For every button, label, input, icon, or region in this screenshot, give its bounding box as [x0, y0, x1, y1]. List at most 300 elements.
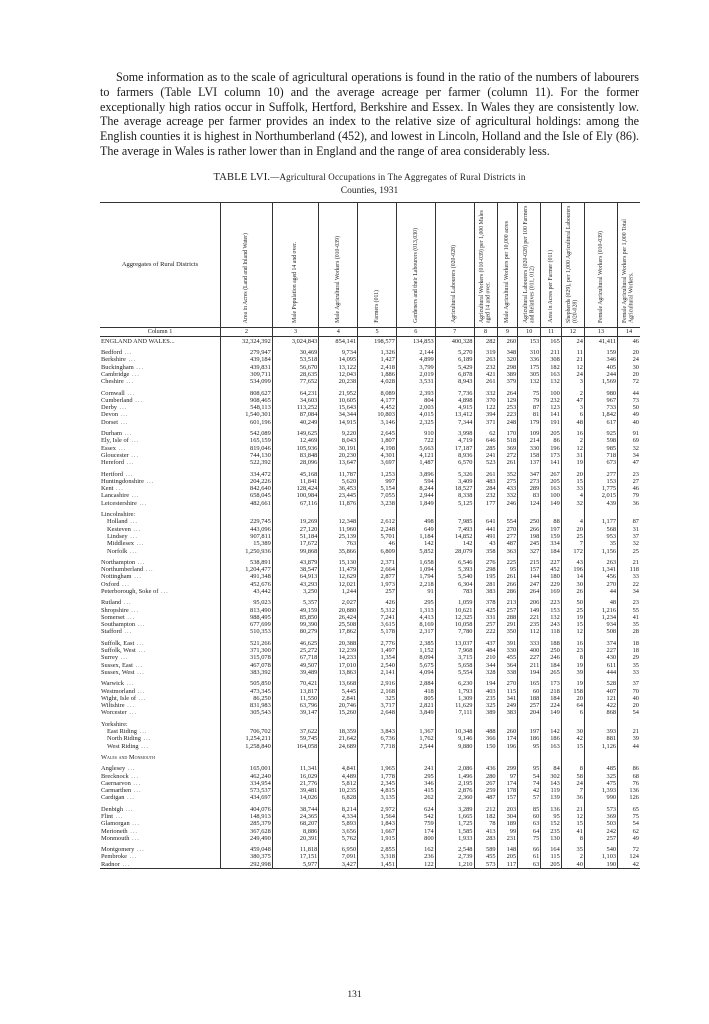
table-cell: 7,718 — [358, 743, 397, 750]
table-cell: 366 — [474, 735, 497, 742]
table-cell: 213 — [497, 595, 518, 606]
table-cell: 5,178 — [358, 628, 397, 635]
table-cell: 170 — [497, 426, 518, 437]
table-cell: 487 — [497, 540, 518, 547]
table-cell: 56,670 — [272, 364, 319, 371]
row-label-text: Northampton — [101, 558, 136, 566]
table-cell: 2,540 — [358, 662, 397, 669]
column-number: 8 — [474, 327, 497, 336]
table-cell: 241 — [396, 761, 435, 772]
table-cell: 1,250,936 — [221, 548, 273, 555]
table-cell: 105,936 — [272, 445, 319, 452]
table-cell: 20 — [561, 467, 584, 478]
column-number: 4 — [319, 327, 358, 336]
empty-cell — [584, 750, 617, 761]
table-cell: 12,021 — [319, 581, 358, 588]
table-cell: 194 — [474, 676, 497, 687]
table-cell: 367,628 — [221, 828, 273, 835]
column-number: 3 — [272, 327, 319, 336]
table-cell: 538,891 — [221, 555, 273, 566]
table-cell: 9,146 — [435, 735, 474, 742]
table-cell: 194 — [518, 669, 541, 676]
table-cell: 9,734 — [319, 345, 358, 356]
table-cell: 10,621 — [435, 607, 474, 614]
table-cell: 139 — [541, 794, 562, 801]
table-cell: 73 — [618, 397, 640, 404]
table-cell: 11,960 — [319, 526, 358, 533]
row-label: Westmorland ... — [101, 687, 146, 695]
column-number: Column 1 — [100, 327, 221, 336]
table-cell: 1,309 — [435, 695, 474, 702]
row-label-text: Anglesey — [101, 765, 126, 773]
table-cell: 405 — [584, 364, 617, 371]
table-cell: 5,812 — [319, 780, 358, 787]
table-cell: 1,778 — [358, 773, 397, 780]
table-cell: 15,130 — [319, 555, 358, 566]
table-cell: 422 — [584, 702, 617, 709]
table-cell: 23 — [618, 467, 640, 478]
table-cell: 338 — [497, 669, 518, 676]
table-cell: 277 — [584, 467, 617, 478]
empty-cell — [358, 507, 397, 518]
table-cell: 144 — [518, 573, 541, 580]
table-cell: 246 — [541, 654, 562, 661]
table-cell: 295 — [396, 773, 435, 780]
table-cell: 15,389 — [221, 540, 273, 547]
table-cell: 149,625 — [272, 426, 319, 437]
table-cell: 1,497 — [358, 647, 397, 654]
table-cell: 123 — [541, 404, 562, 411]
row-label-text: Wiltshire — [101, 702, 125, 710]
row-label-text: Oxford — [101, 580, 120, 588]
table-cell: 61 — [518, 853, 541, 860]
table-cell: 163 — [541, 371, 562, 378]
table-cell: 383 — [497, 709, 518, 716]
table-cell: 281 — [474, 581, 497, 588]
table-cell: 383,392 — [221, 669, 273, 676]
table-cell: 48 — [584, 595, 617, 606]
table-cell: 148 — [497, 842, 518, 853]
table-cell: 273 — [518, 478, 541, 485]
row-label-text: Nottingham — [101, 573, 132, 581]
table-cell: 10,058 — [435, 621, 474, 628]
table-cell: 8,943 — [435, 378, 474, 385]
row-label: Shropshire ... — [101, 606, 140, 614]
table-cell: 43 — [561, 555, 584, 566]
table-cell: 334,954 — [221, 780, 273, 787]
agricultural-occupations-table — [100, 202, 640, 869]
table-row — [100, 595, 640, 606]
table-cell: 211 — [541, 345, 562, 356]
row-label-text: Essex — [101, 444, 116, 452]
table-cell: 3 — [561, 378, 584, 385]
table-cell: 100,984 — [272, 492, 319, 499]
row-label-text: Surrey — [101, 654, 119, 662]
row-label: Rutland ... — [101, 599, 132, 607]
table-cell: 783 — [435, 588, 474, 595]
row-label-text: Caernarvon — [101, 779, 131, 787]
table-cell: 46 — [358, 540, 397, 547]
table-cell: 257 — [518, 702, 541, 709]
table-cell: 214 — [518, 437, 541, 444]
table-cell: 40 — [561, 861, 584, 869]
column-header-label: Agricultural Labourers (020-028) — [451, 244, 458, 323]
table-cell: 288 — [497, 614, 518, 621]
table-cell: 2,385 — [396, 636, 435, 647]
table-cell: 35 — [618, 662, 640, 669]
table-cell: 32 — [561, 500, 584, 507]
table-cell: 150 — [474, 743, 497, 750]
table-cell: 598 — [584, 437, 617, 444]
table-cell: 332 — [474, 386, 497, 397]
table-cell: 8 — [561, 835, 584, 842]
group-heading: Lincolnshire: — [101, 511, 136, 519]
row-label-text: Berkshire — [101, 356, 126, 364]
table-cell: 205 — [541, 478, 562, 485]
table-cell: 15 — [561, 820, 584, 827]
table-cell: 8,094 — [396, 654, 435, 661]
table-cell: 75 — [618, 813, 640, 820]
table-cell: 36,453 — [319, 485, 358, 492]
table-cell: 67,718 — [272, 654, 319, 661]
table-cell: 624 — [396, 802, 435, 813]
table-cell: 19 — [561, 459, 584, 466]
row-label: Northumberland ... — [101, 566, 154, 574]
empty-cell — [319, 750, 358, 761]
table-cell: 54 — [618, 820, 640, 827]
table-cell: 12,043 — [319, 371, 358, 378]
empty-cell — [497, 717, 518, 728]
table-cell: 91 — [618, 426, 640, 437]
row-label: Kesteven ... — [100, 526, 221, 533]
table-cell: 37,622 — [272, 728, 319, 735]
table-cell: 348 — [497, 345, 518, 356]
row-label-text: Durham — [101, 430, 122, 438]
empty-cell — [618, 750, 640, 761]
table-row — [100, 445, 640, 452]
row-label-text: Kesteven — [107, 525, 131, 533]
row-label: Devon ... — [101, 411, 129, 419]
table-cell: 2,218 — [396, 581, 435, 588]
empty-cell — [358, 750, 397, 761]
table-cell: 17,672 — [272, 540, 319, 547]
table-cell: 7 — [561, 787, 584, 794]
table-cell: 59,745 — [272, 735, 319, 742]
table-cell: 70 — [618, 688, 640, 695]
column-header-label: Area in Acres (Land and Inland Water) — [243, 232, 250, 323]
table-cell: 12 — [561, 628, 584, 635]
table-row — [100, 813, 640, 820]
table-cell: 5,270 — [435, 345, 474, 356]
table-cell: 196 — [541, 445, 562, 452]
empty-cell — [584, 717, 617, 728]
table-cell: 250 — [518, 518, 541, 525]
table-cell: 8,043 — [319, 437, 358, 444]
table-cell: 15,643 — [319, 404, 358, 411]
empty-cell — [358, 717, 397, 728]
table-cell: 18 — [618, 647, 640, 654]
table-cell: 27,120 — [272, 526, 319, 533]
table-cell: 21,952 — [319, 386, 358, 397]
table-cell: 425 — [474, 607, 497, 614]
row-label: Stafford ... — [101, 628, 133, 636]
row-label: Somerset ... — [101, 613, 136, 621]
table-cell: 400,328 — [435, 336, 474, 345]
table-cell: 15 — [561, 743, 584, 750]
row-label-text: Pembroke — [101, 853, 127, 861]
table-cell: 285,379 — [221, 820, 273, 827]
column-header — [272, 202, 319, 327]
row-label-text: Bedford — [101, 349, 122, 357]
table-cell: 49 — [618, 835, 640, 842]
empty-cell — [541, 750, 562, 761]
table-cell: 7,968 — [435, 647, 474, 654]
table-cell: 95 — [518, 761, 541, 772]
row-label-text: Suffolk, East — [101, 639, 135, 647]
table-cell: 1,103 — [584, 853, 617, 860]
table-cell: 2,548 — [435, 842, 474, 853]
table-cell: 3,289 — [435, 802, 474, 813]
table-cell: 132 — [541, 614, 562, 621]
table-cell: 39 — [561, 669, 584, 676]
table-cell: 3,427 — [319, 861, 358, 869]
table-cell: 444 — [584, 669, 617, 676]
table-header-row — [100, 202, 640, 327]
row-label: Nottingham ... — [101, 573, 142, 581]
table-cell: 2,027 — [319, 595, 358, 606]
table-cell: 5,554 — [435, 669, 474, 676]
table-cell: 542 — [396, 813, 435, 820]
table-cell: 12 — [561, 364, 584, 371]
table-cell: 7,091 — [319, 853, 358, 860]
table-cell: 33 — [618, 669, 640, 676]
table-title-rest: —Agricultural Occupations in The Aggregates of Rural Districts in — [270, 171, 526, 182]
table-cell: 2,821 — [396, 702, 435, 709]
row-label: Cambridge ... — [101, 370, 140, 378]
table-cell: 182 — [541, 364, 562, 371]
table-cell: 263 — [584, 555, 617, 566]
table-cell: 7,736 — [435, 386, 474, 397]
table-cell: 34 — [618, 452, 640, 459]
table-cell: 50 — [618, 404, 640, 411]
row-label-text: Southampton — [101, 621, 136, 629]
table-cell: 236 — [396, 853, 435, 860]
table-cell: 95,023 — [221, 595, 273, 606]
table-cell: 2,944 — [396, 492, 435, 499]
table-cell: 17,010 — [319, 662, 358, 669]
table-cell: 302 — [541, 773, 562, 780]
table-cell: 3,998 — [435, 426, 474, 437]
table-cell: 24,365 — [272, 813, 319, 820]
table-cell: 6,304 — [435, 581, 474, 588]
table-cell: 298 — [474, 566, 497, 573]
table-cell: 13,668 — [319, 676, 358, 687]
table-row — [100, 485, 640, 492]
row-label: Pembroke ... — [101, 853, 138, 861]
table-cell: 69 — [618, 437, 640, 444]
table-cell: 39,147 — [272, 709, 319, 716]
table-cell: 673 — [584, 459, 617, 466]
row-label: Cumberland ... — [101, 396, 143, 404]
row-label: Wight, Isle of ... — [101, 694, 147, 702]
table-cell: 29 — [618, 654, 640, 661]
table-cell: 364 — [497, 662, 518, 669]
table-cell: 42 — [561, 735, 584, 742]
table-cell: 175 — [518, 364, 541, 371]
table-cell: 831,983 — [221, 702, 273, 709]
row-label: Glamorgan ... — [101, 820, 141, 828]
table-cell: 79 — [618, 492, 640, 499]
table-cell: 64 — [518, 828, 541, 835]
table-cell: 276 — [474, 555, 497, 566]
row-label-text: Lindsey — [107, 532, 128, 540]
table-cell: 97 — [497, 773, 518, 780]
table-cell: 658,045 — [221, 492, 273, 499]
table-cell: 49 — [618, 411, 640, 418]
table-cell: 261 — [497, 573, 518, 580]
table-cell: 33 — [618, 573, 640, 580]
table-cell: 21,776 — [272, 780, 319, 787]
table-cell: 25,508 — [319, 621, 358, 628]
table-row — [100, 419, 640, 426]
table-cell: 136 — [541, 802, 562, 813]
table-cell: 245 — [518, 540, 541, 547]
table-cell: 1,842 — [584, 411, 617, 418]
row-label-text: Holland — [107, 518, 128, 526]
row-label-text: Lancashire — [101, 492, 130, 500]
table-cell: 320 — [497, 356, 518, 363]
table-cell: 2,141 — [358, 669, 397, 676]
table-cell: 646 — [474, 437, 497, 444]
table-cell: 295 — [396, 595, 435, 606]
column-header-label: Female Agricultural Workers (010-039) — [597, 230, 604, 323]
row-label-text: North Riding — [107, 735, 141, 743]
table-cell: 415 — [396, 787, 435, 794]
table-cell: 51,184 — [272, 533, 319, 540]
table-cell: 23 — [618, 595, 640, 606]
table-cell: 2,645 — [358, 426, 397, 437]
table-cell: 6,570 — [435, 459, 474, 466]
table-cell: 43,293 — [272, 581, 319, 588]
table-cell: 534,099 — [221, 378, 273, 385]
table-cell: 21 — [618, 728, 640, 735]
table-cell: 25 — [618, 548, 640, 555]
table-cell: 67,116 — [272, 500, 319, 507]
table-cell: 11,841 — [272, 478, 319, 485]
table-cell: 6,950 — [319, 842, 358, 853]
table-cell: 523 — [474, 459, 497, 466]
row-label: Radnor ... — [100, 861, 221, 869]
table-cell: 24 — [561, 780, 584, 787]
table-row — [100, 526, 640, 533]
table-cell: 259 — [474, 787, 497, 794]
table-cell: 1,965 — [358, 761, 397, 772]
table-cell: 45,168 — [272, 467, 319, 478]
table-cell: 41 — [618, 614, 640, 621]
table-cell: 309,711 — [221, 371, 273, 378]
table-cell: 128,424 — [272, 485, 319, 492]
column-header — [435, 202, 474, 327]
row-label-text: Glamorgan — [101, 820, 130, 828]
table-cell: 389 — [474, 709, 497, 716]
table-cell: 813,490 — [221, 607, 273, 614]
row-label: Cornwall ... — [101, 389, 136, 397]
row-label: North Riding ... — [100, 735, 221, 742]
table-cell: 4,898 — [435, 397, 474, 404]
table-cell: 136 — [618, 787, 640, 794]
table-cell: 12 — [561, 813, 584, 820]
table-cell: 165,159 — [221, 437, 273, 444]
table-cell: 149 — [541, 709, 562, 716]
table-row — [100, 467, 640, 478]
table-row — [100, 702, 640, 709]
empty-cell — [396, 507, 435, 518]
table-cell: 434,697 — [221, 794, 273, 801]
table-cell: 36 — [618, 500, 640, 507]
row-label-text: Carmarthen — [101, 787, 132, 795]
table-cell: 350 — [497, 628, 518, 635]
row-label-text: Devon — [101, 411, 119, 419]
table-cell: 10,605 — [319, 397, 358, 404]
table-cell: 346 — [584, 356, 617, 363]
table-cell: 44 — [584, 588, 617, 595]
table-cell: 325 — [584, 773, 617, 780]
table-cell: 4,489 — [319, 773, 358, 780]
column-header: Aggregates of Rural Districts — [100, 202, 221, 327]
table-cell: 3,318 — [358, 853, 397, 860]
column-header — [474, 202, 497, 327]
table-cell: 391 — [497, 636, 518, 647]
table-cell: 4,413 — [396, 614, 435, 621]
column-header-label: Male Agricultural Workers per 10,000 acres — [504, 220, 511, 323]
table-cell: 573 — [474, 861, 497, 869]
column-number: 14 — [618, 327, 640, 336]
table-cell: 482,661 — [221, 500, 273, 507]
table-cell: 30 — [561, 728, 584, 735]
row-label-text: Hereford — [101, 459, 125, 467]
table-row — [100, 459, 640, 466]
row-label-text: Ely, Isle of — [101, 437, 129, 445]
table-cell: 554 — [497, 518, 518, 525]
table-cell: 81 — [518, 411, 541, 418]
table-cell: 21,642 — [319, 735, 358, 742]
row-label-text: Stafford — [101, 628, 122, 636]
table-cell: 115 — [497, 688, 518, 695]
row-label-text: Peterborough, Soke of — [101, 587, 159, 595]
table-cell: 285 — [474, 445, 497, 452]
row-label-text: Huntingdonshire — [101, 477, 144, 485]
column-header — [561, 202, 584, 327]
table-cell: 8,886 — [272, 828, 319, 835]
table-cell: 117 — [497, 861, 518, 869]
table-cell: 805 — [396, 695, 435, 702]
table-cell: 206 — [518, 595, 541, 606]
table-cell: 180 — [541, 573, 562, 580]
column-number: 7 — [435, 327, 474, 336]
table-cell: 491 — [474, 533, 497, 540]
table-cell: 118 — [618, 566, 640, 573]
table-cell: 142 — [396, 540, 435, 547]
table-cell: 198,577 — [358, 336, 397, 345]
table-cell: 28,096 — [272, 459, 319, 466]
table-cell: 270 — [497, 526, 518, 533]
table-cell: 744,130 — [221, 452, 273, 459]
table-cell: 18,359 — [319, 728, 358, 735]
table-cell: 2,015 — [584, 492, 617, 499]
table-cell: 75 — [518, 386, 541, 397]
empty-cell — [474, 717, 497, 728]
row-label: Bedford ... — [101, 349, 133, 357]
